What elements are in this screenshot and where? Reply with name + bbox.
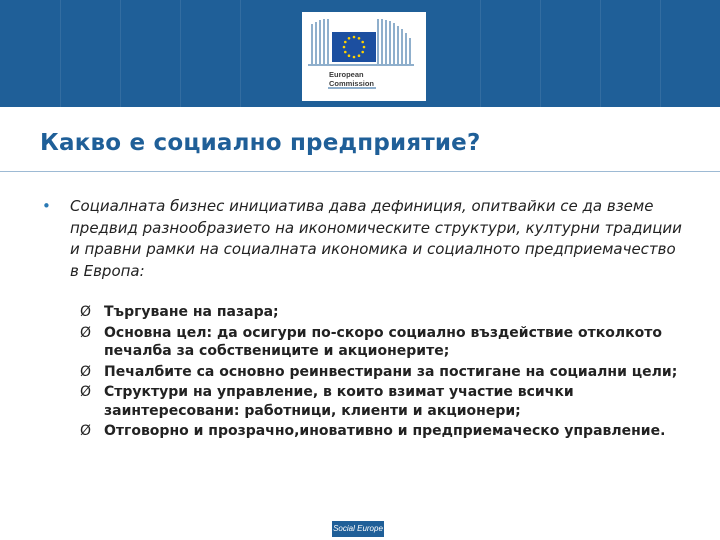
- arrow-bullet-icon: Ø: [80, 304, 92, 320]
- arrow-bullet-icon: Ø: [80, 363, 92, 380]
- sub-bullet-item: [80, 363, 690, 382]
- main-bullet-text: Социалната бизнес инициатива дава дефиниция, опитвайки се да вземе предвид разнообразието на икономическите структури, културни традиции и правни рамки на социалната икономика и социалното предприемачество в Европа:: [70, 197, 682, 280]
- arrow-bullet-icon: Ø: [80, 324, 92, 341]
- sub-bullet-item: [80, 422, 690, 441]
- sub-bullet-item: [80, 383, 690, 420]
- european-commission-logo: [302, 12, 426, 101]
- sub-bullet-text: Търгуване на пазара;: [104, 304, 279, 320]
- sub-bullet-text: Структури на управление, в които взимат участие всички заинтересовани: работници, клиенти и акционери;: [104, 384, 574, 419]
- sub-bullet-item: [80, 324, 690, 361]
- sub-bullet-text: Основна цел: да осигури по-скоро социално въздействие отколкото печалба за собствениците и акционерите;: [104, 324, 662, 359]
- logo-line-2: Commission: [329, 79, 375, 88]
- arrow-bullet-icon: Ø: [80, 423, 92, 439]
- header-band: [0, 0, 720, 107]
- logo-line-1: European: [329, 70, 364, 79]
- logo-text: [329, 70, 374, 88]
- sub-bullet-text: Отговорно и прозрачно,иновативно и предприемаческо управление.: [104, 423, 666, 439]
- social-europe-badge: Social Europe: [332, 521, 384, 537]
- sub-bullet-item: [80, 303, 690, 322]
- sub-bullet-text: Печалбите са основно реинвестирани за постигане на социални цели;: [104, 363, 678, 380]
- slide-title: Какво е социално предприятие?: [40, 130, 481, 156]
- arrow-bullet-icon: Ø: [80, 384, 92, 400]
- title-divider: [0, 171, 720, 172]
- main-bullet: [42, 196, 682, 282]
- sub-bullet-list: [80, 303, 690, 443]
- bullet-dot-icon: •: [42, 197, 51, 215]
